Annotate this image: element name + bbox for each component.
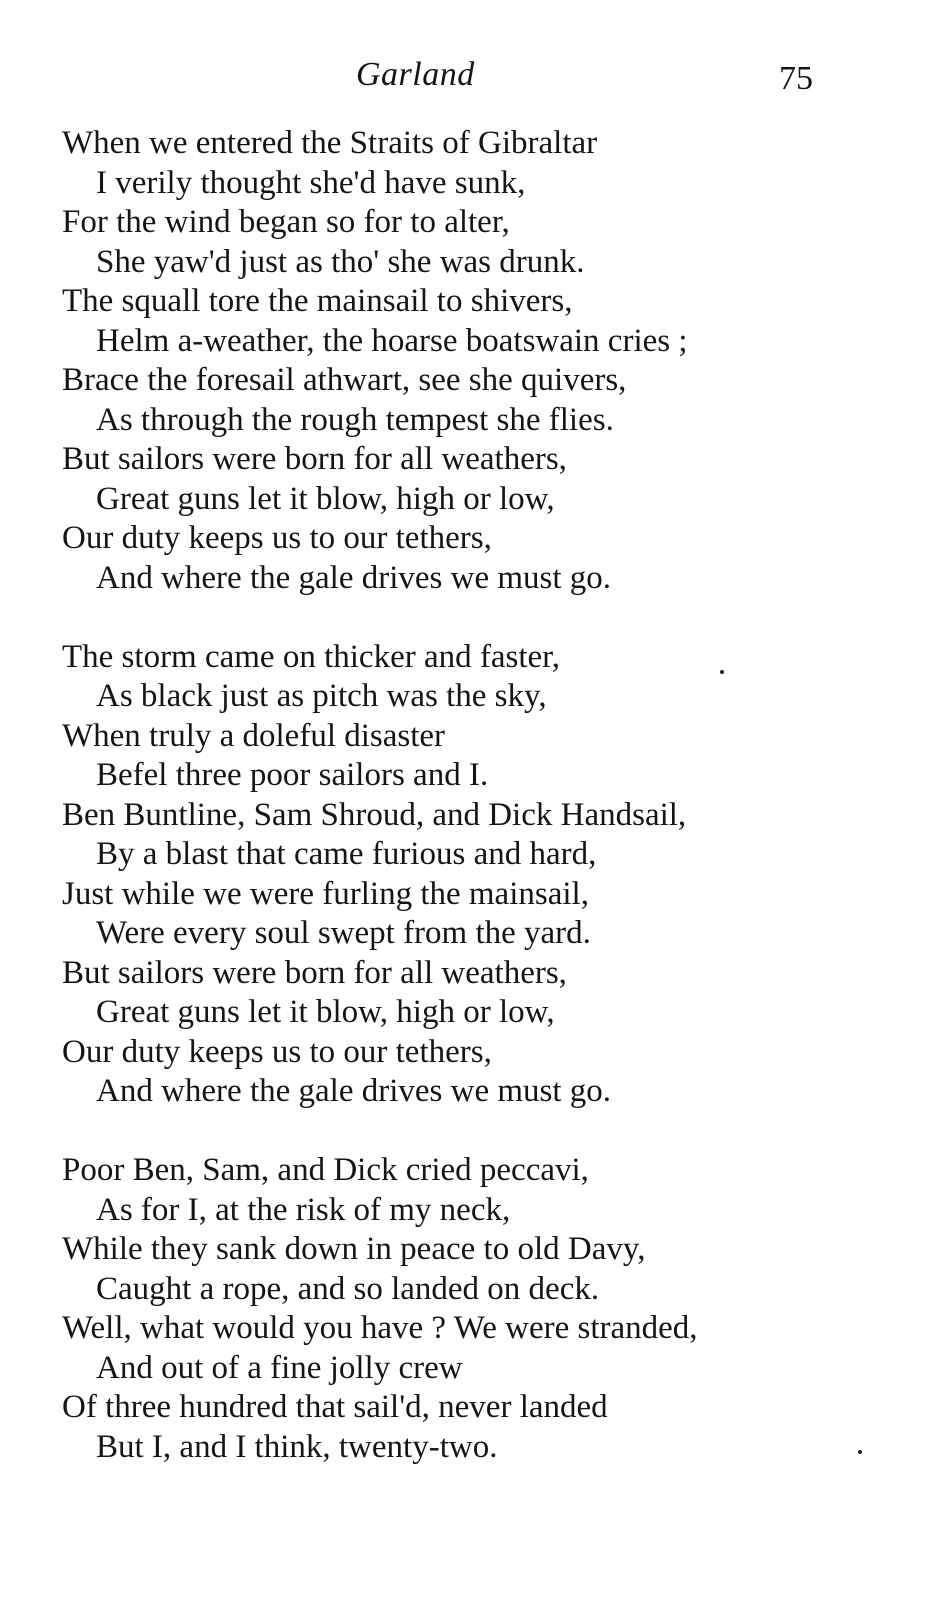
verse-line: I verily thought she'd have sunk, [96, 164, 526, 201]
verse-line: Poor Ben, Sam, and Dick cried peccavi, [62, 1152, 589, 1188]
verse-line: When we entered the Straits of Gibraltar [62, 125, 598, 161]
verse-line: Well, what would you have ? We were stranded, [62, 1310, 698, 1346]
refrain-line: But sailors were born for all weathers, [62, 441, 567, 477]
verse-line: The squall tore the mainsail to shivers, [62, 283, 573, 319]
verse-line: Helm a-weather, the hoarse boatswain cries ; [96, 322, 688, 359]
refrain-line: Our duty keeps us to our tethers, [62, 1033, 492, 1070]
verse-line: Were every soul swept from the yard. [96, 915, 591, 951]
verse-line: Caught a rope, and so landed on deck. [96, 1270, 600, 1307]
verse-line: Brace the foresail athwart, see she quivers, [62, 362, 627, 398]
refrain-line: Our duty keeps us to our tethers, [62, 520, 492, 556]
verse-line: When truly a doleful disaster [62, 717, 446, 754]
refrain-line: Great guns let it blow, high or low, [96, 480, 555, 517]
verse-line: Just while we were furling the mainsail, [62, 875, 589, 912]
stanza [62, 1151, 922, 1467]
stanza [62, 638, 922, 1112]
verse-line: While they sank down in peace to old Davy, [62, 1231, 646, 1267]
verse-line: But I, and I think, twenty-two. [96, 1428, 498, 1465]
poem [62, 124, 922, 1507]
print-speck [720, 670, 724, 674]
verse-line: As for I, at the risk of my neck, [96, 1191, 511, 1228]
verse-line: Befel three poor sailors and I. [96, 757, 489, 793]
verse-line: Ben Buntline, Sam Shroud, and Dick Handsail, [62, 796, 687, 833]
verse-line: For the wind began so for to alter, [62, 204, 510, 240]
page-number: 75 [779, 60, 813, 97]
verse-line: She yaw'd just as tho' she was drunk. [96, 243, 585, 280]
stanza [62, 124, 922, 598]
refrain-line: But sailors were born for all weathers, [62, 954, 567, 991]
refrain-line: And where the gale drives we must go. [96, 1073, 612, 1109]
verse-line: As through the rough tempest she flies. [96, 401, 614, 438]
verse-line: By a blast that came furious and hard, [96, 836, 597, 872]
verse-line: As black just as pitch was the sky, [96, 678, 547, 714]
print-speck [858, 1450, 862, 1454]
verse-line: Of three hundred that sail'd, never landed [62, 1389, 608, 1425]
refrain-line: And where the gale drives we must go. [96, 559, 612, 596]
refrain-line: Great guns let it blow, high or low, [96, 994, 555, 1030]
verse-line: The storm came on thicker and faster, [62, 638, 561, 675]
verse-line: And out of a fine jolly crew [96, 1349, 463, 1386]
running-title: Garland [356, 56, 475, 93]
